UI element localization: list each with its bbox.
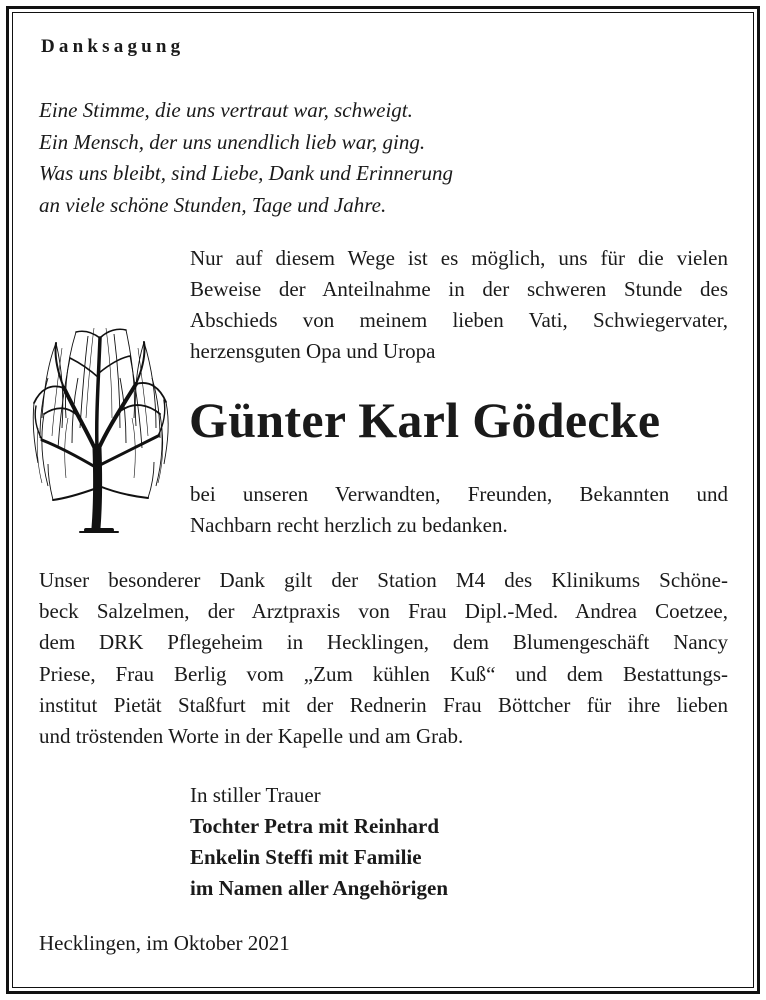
deceased-name: Günter Karl Gödecke (189, 392, 661, 448)
intro-line: Beweise der Anteilnahme in der schweren Stunde des (190, 277, 728, 301)
mourning-intro: In stiller Trauer (190, 783, 321, 807)
mourning-block (190, 780, 448, 904)
poem-line: Ein Mensch, der uns unendlich lieb war, ging. (39, 129, 426, 154)
thanks-line: Nachbarn recht herzlich zu bedanken. (190, 513, 508, 537)
special-thanks-paragraph (39, 565, 728, 752)
special-thanks-line: Unser besonderer Dank gilt der Station M4 des Klinikums Schöne- (39, 568, 728, 592)
special-thanks-line: institut Pietät Staßfurt mit der Rednerin Frau Böttcher für ihre lieben (39, 692, 728, 717)
poem-line: Eine Stimme, die uns vertraut war, schweigt. (39, 98, 413, 122)
special-thanks-line: Priese, Frau Berlig vom „Zum kühlen Kuß“ und dem Bestattungs- (39, 661, 728, 686)
poem-line: Was uns bleibt, sind Liebe, Dank und Erinnerung (39, 161, 453, 185)
special-thanks-line: beck Salzelmen, der Arztpraxis von Frau Dipl.-Med. Andrea Coetzee, (39, 599, 728, 624)
thanks-paragraph (190, 479, 728, 541)
heading: Danksagung (41, 36, 185, 57)
special-thanks-line: und tröstenden Worte in der Kapelle und am Grab. (39, 724, 464, 749)
intro-paragraph (190, 243, 728, 367)
intro-line: Abschieds von meinem lieben Vati, Schwiegervater, (190, 308, 728, 332)
poem (39, 95, 453, 221)
intro-line: herzensguten Opa und Uropa (190, 339, 436, 363)
place-date: Hecklingen, im Oktober 2021 (39, 931, 290, 955)
thanks-line: bei unseren Verwandten, Freunden, Bekannten und (190, 482, 728, 506)
intro-line: Nur auf diesem Wege ist es möglich, uns für die vielen (190, 246, 728, 270)
poem-line: an viele schöne Stunden, Tage und Jahre. (39, 192, 387, 217)
mourner-name: im Namen aller Angehörigen (190, 876, 449, 900)
mourner-name: Tochter Petra mit Reinhard (190, 814, 440, 838)
special-thanks-line: dem DRK Pflegeheim in Hecklingen, dem Blumengeschäft Nancy (39, 630, 728, 655)
mourner-name: Enkelin Steffi mit Familie (190, 845, 422, 869)
tree-icon (28, 318, 173, 538)
